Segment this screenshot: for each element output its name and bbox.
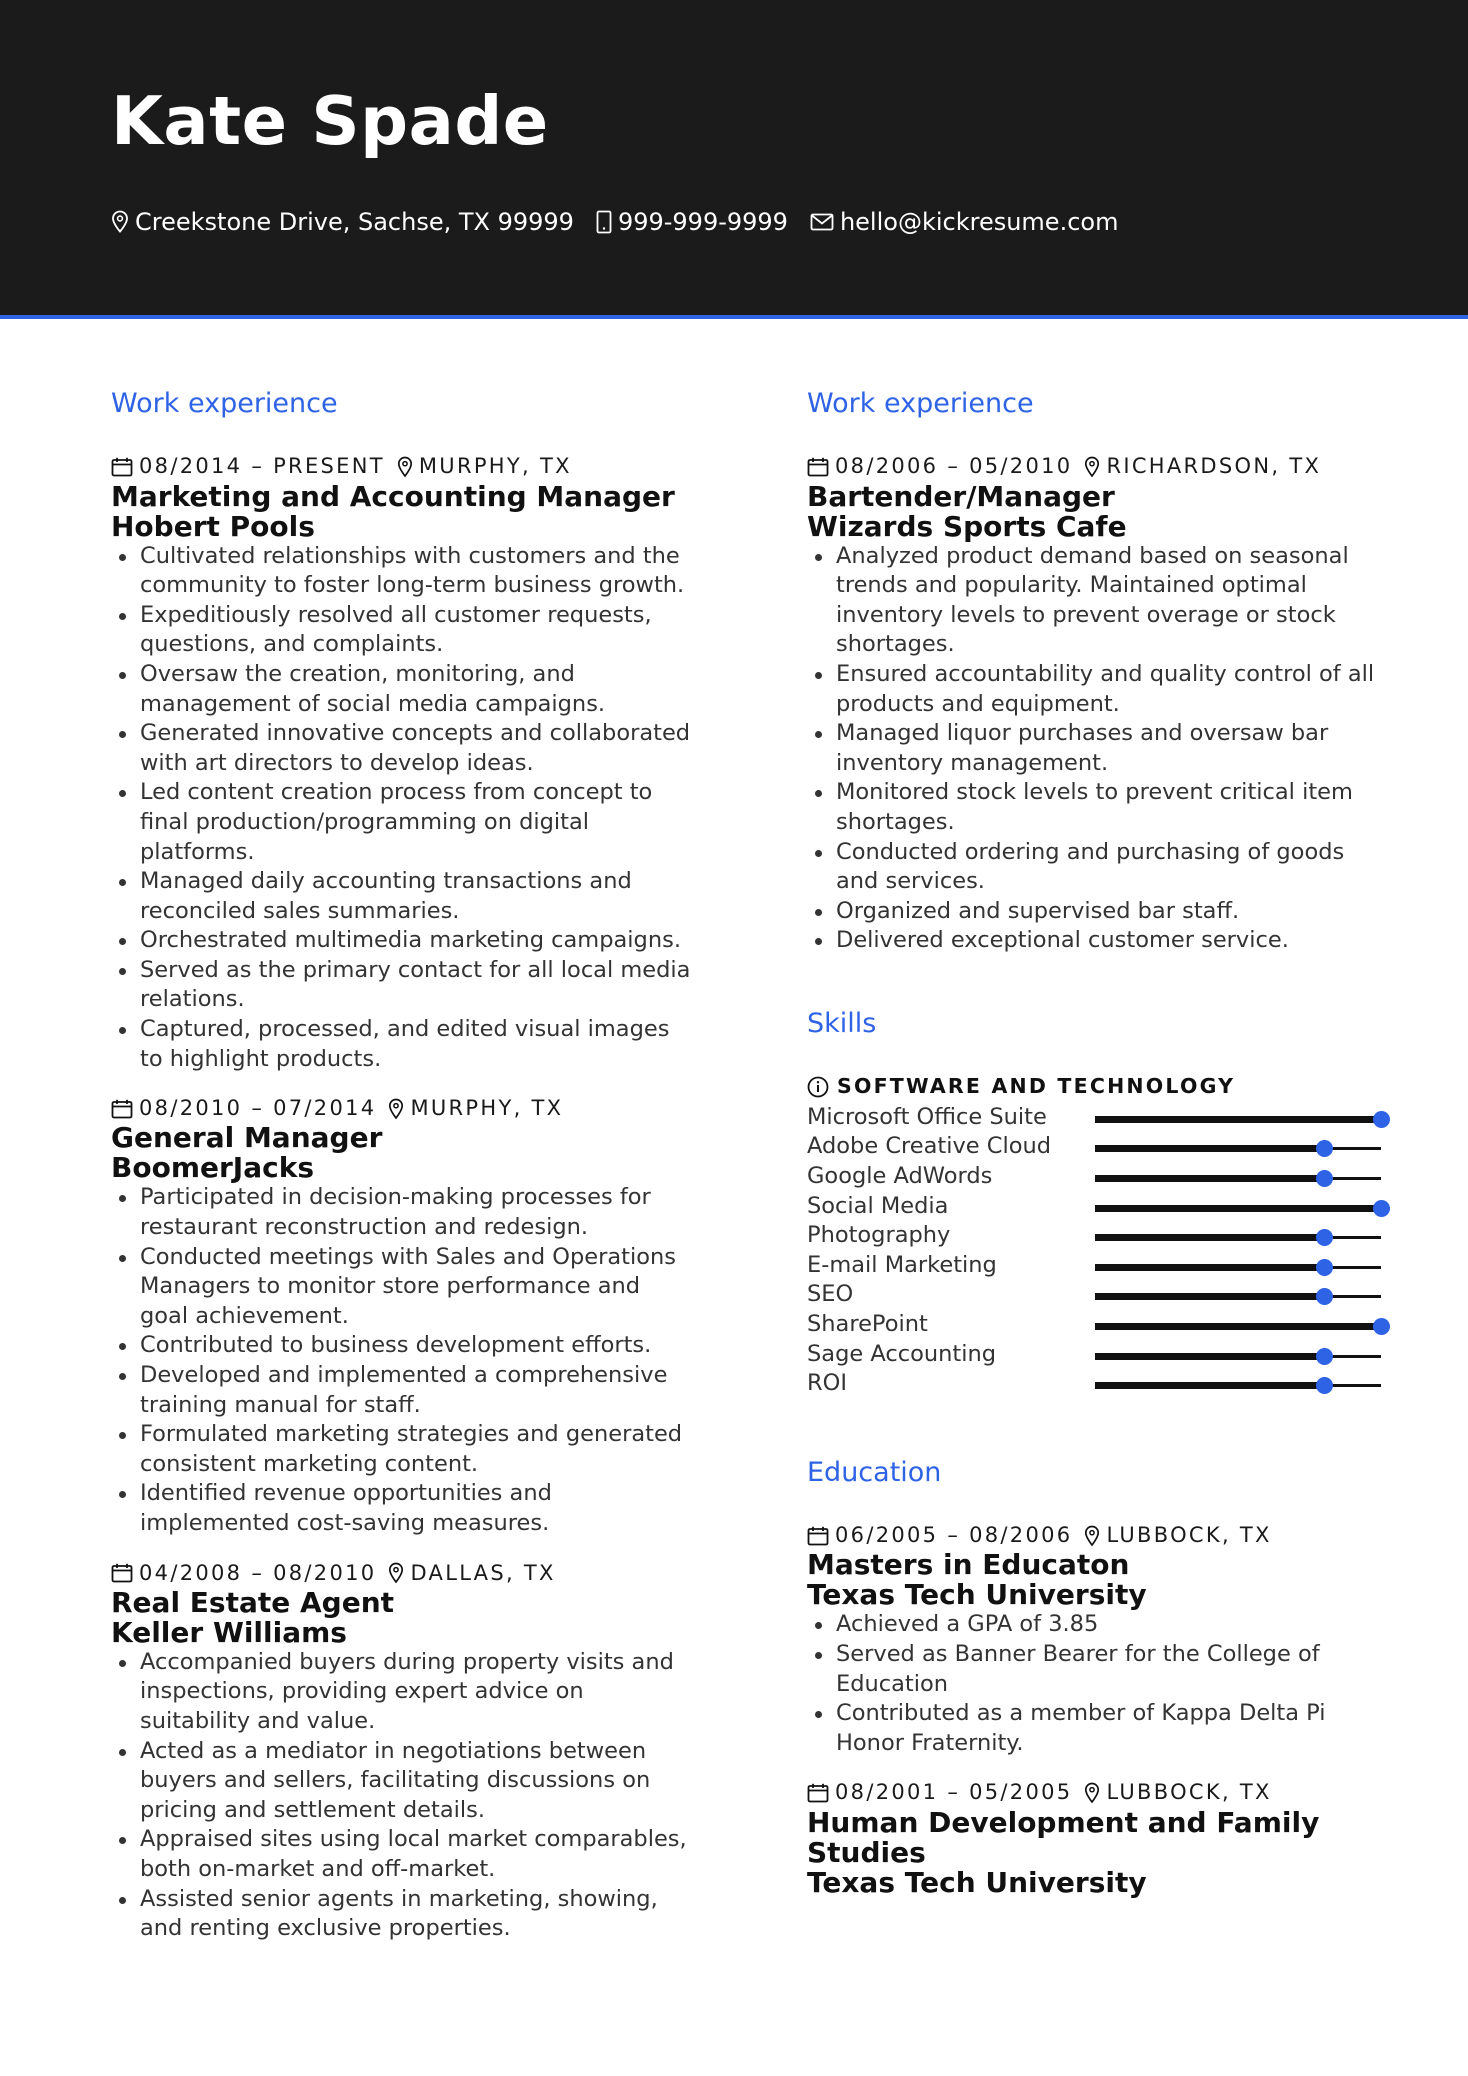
contact-bar <box>111 208 1140 236</box>
bullet-item: Conducted meetings with Sales and Operations Managers to monitor store performance and goal achievement. <box>111 1243 691 1332</box>
skill-level-marker <box>1316 1288 1333 1305</box>
entry-title: Real Estate Agent <box>111 1585 395 1619</box>
entry-location: LUBBOCK, TX <box>1106 1780 1272 1805</box>
bullet-item: Oversaw the creation, monitoring, and management of social media campaigns. <box>111 660 691 719</box>
location-pin-icon <box>397 456 413 478</box>
skills-list <box>807 1103 1387 1399</box>
bullet-list <box>111 1183 691 1538</box>
entry-location: LUBBOCK, TX <box>1106 1523 1272 1548</box>
bullet-item: Contributed to business development efforts. <box>111 1331 691 1361</box>
skill-row <box>807 1162 1387 1192</box>
skill-name: Photography <box>807 1222 951 1249</box>
bullet-item: Assisted senior agents in marketing, showing, and renting exclusive properties. <box>111 1885 691 1944</box>
skill-level-marker <box>1316 1170 1333 1187</box>
bullet-item: Organized and supervised bar staff. <box>807 897 1387 927</box>
job-entry <box>111 1096 691 1538</box>
calendar-icon <box>111 1563 133 1583</box>
skill-level-bar <box>1095 1147 1381 1150</box>
entry-title: Human Development and Family Studies <box>807 1805 1320 1869</box>
calendar-icon <box>807 457 829 477</box>
skill-level-fill <box>1095 1323 1381 1330</box>
entry-title: General Manager <box>111 1121 383 1155</box>
bullet-item: Identified revenue opportunities and implemented cost-saving measures. <box>111 1479 691 1538</box>
skill-level-bar <box>1095 1207 1381 1210</box>
entry-organization: Hobert Pools <box>111 509 315 543</box>
job-entry <box>111 454 691 1074</box>
entry-meta <box>111 1561 691 1586</box>
header-accent-rule <box>0 315 1468 319</box>
skill-name: E-mail Marketing <box>807 1251 997 1278</box>
skill-row <box>807 1251 1387 1281</box>
skill-level-fill <box>1095 1145 1324 1152</box>
bullet-item: Ensured accountability and quality control of all products and equipment. <box>807 660 1387 719</box>
skill-level-marker <box>1316 1259 1333 1276</box>
skill-category <box>807 1074 1387 1099</box>
skill-name: SEO <box>807 1281 854 1308</box>
section-title-education: Education <box>807 1456 942 1488</box>
entry-meta <box>111 454 691 479</box>
bullet-list <box>807 1610 1387 1758</box>
skill-row <box>807 1103 1387 1133</box>
skill-level-fill <box>1095 1293 1324 1300</box>
bullet-item: Served as Banner Bearer for the College of Education <box>807 1640 1387 1699</box>
bullet-item: Served as the primary contact for all local media relations. <box>111 956 691 1015</box>
education-section <box>807 1457 1387 1898</box>
bullet-item: Expeditiously resolved all customer requests, questions, and complaints. <box>111 601 691 660</box>
entry-dates: 08/2010 – 07/2014 <box>139 1096 377 1121</box>
entry-title: Masters in Educaton <box>807 1548 1130 1582</box>
entry-meta <box>807 1780 1387 1805</box>
skill-level-bar <box>1095 1355 1381 1358</box>
entry-location: DALLAS, TX <box>410 1560 556 1585</box>
phone-icon <box>596 210 612 234</box>
skill-level-bar <box>1095 1325 1381 1328</box>
contact-address <box>111 208 574 236</box>
skill-level-bar <box>1095 1177 1381 1180</box>
info-icon <box>807 1076 829 1098</box>
skill-level-bar <box>1095 1236 1381 1239</box>
education-entry <box>807 1523 1387 1758</box>
phone-text: 999-999-9999 <box>617 208 788 236</box>
skill-level-marker <box>1316 1377 1333 1394</box>
entry-title: Bartender/Manager <box>807 479 1115 513</box>
calendar-icon <box>111 1099 133 1119</box>
bullet-item: Accompanied buyers during property visits and inspections, providing expert advice on suitability and value. <box>111 1648 691 1737</box>
bullet-list <box>111 1648 691 1944</box>
bullet-item: Formulated marketing strategies and generated consistent marketing content. <box>111 1420 691 1479</box>
skill-name: Microsoft Office Suite <box>807 1103 1047 1130</box>
bullet-item: Acted as a mediator in negotiations between buyers and sellers, facilitating discussions on pricing and settlement details. <box>111 1737 691 1826</box>
bullet-item: Analyzed product demand based on seasonal trends and popularity. Maintained optimal inventory levels to prevent overage or stock shortages. <box>807 542 1387 660</box>
skill-level-fill <box>1095 1116 1381 1123</box>
bullet-item: Generated innovative concepts and collaborated with art directors to develop ideas. <box>111 719 691 778</box>
skill-row <box>807 1369 1387 1399</box>
skill-level-bar <box>1095 1295 1381 1298</box>
education-list <box>807 1523 1387 1897</box>
skill-name: Sage Accounting <box>807 1340 996 1367</box>
skill-name: Adobe Creative Cloud <box>807 1133 1052 1160</box>
entry-dates: 08/2001 – 05/2005 <box>835 1780 1073 1805</box>
section-title-work-experience-continued: Work experience <box>807 388 1034 419</box>
location-pin-icon <box>1084 456 1100 478</box>
skill-level-fill <box>1095 1205 1381 1212</box>
resume-header <box>0 0 1468 316</box>
entry-meta <box>807 1523 1387 1548</box>
skill-name: ROI <box>807 1370 847 1397</box>
entry-dates: 08/2014 – PRESENT <box>139 454 385 479</box>
entry-dates: 04/2008 – 08/2010 <box>139 1560 377 1585</box>
entry-dates: 06/2005 – 08/2006 <box>835 1523 1073 1548</box>
skill-level-marker <box>1373 1111 1390 1128</box>
bullet-item: Contributed as a member of Kappa Delta Pi Honor Fraternity. <box>807 1699 1387 1758</box>
skill-name: SharePoint <box>807 1311 928 1338</box>
skill-category-label: SOFTWARE AND TECHNOLOGY <box>837 1074 1236 1099</box>
candidate-name: Kate Spade <box>111 82 549 160</box>
skill-level-fill <box>1095 1353 1324 1360</box>
skill-level-marker <box>1316 1348 1333 1365</box>
entry-organization: Wizards Sports Cafe <box>807 509 1127 543</box>
bullet-item: Achieved a GPA of 3.85 <box>807 1610 1387 1640</box>
skill-level-marker <box>1373 1200 1390 1217</box>
location-pin-icon <box>388 1098 404 1120</box>
skill-level-fill <box>1095 1234 1324 1241</box>
bullet-item: Led content creation process from concept to final production/programming on digital platforms. <box>111 778 691 867</box>
entry-meta <box>111 1096 691 1121</box>
contact-phone <box>596 208 788 236</box>
skill-row <box>807 1310 1387 1340</box>
entry-location: MURPHY, TX <box>418 454 572 479</box>
entry-location: MURPHY, TX <box>410 1096 564 1121</box>
left-column <box>111 388 691 1966</box>
bullet-item: Managed liquor purchases and oversaw bar inventory management. <box>807 719 1387 778</box>
address-text: Creekstone Drive, Sachse, TX 99999 <box>135 208 574 236</box>
skill-row <box>807 1280 1387 1310</box>
contact-email[interactable] <box>810 208 1119 236</box>
email-text[interactable]: hello@kickresume.com <box>839 208 1119 236</box>
skill-level-fill <box>1095 1175 1324 1182</box>
entry-organization: BoomerJacks <box>111 1151 314 1185</box>
skill-name: Google AdWords <box>807 1163 993 1190</box>
entry-organization: Texas Tech University <box>807 1578 1147 1612</box>
calendar-icon <box>111 457 133 477</box>
calendar-icon <box>807 1783 829 1803</box>
bullet-list <box>111 542 691 1075</box>
skills-section <box>807 1008 1387 1399</box>
job-entry <box>111 1561 691 1944</box>
bullet-item: Orchestrated multimedia marketing campaigns. <box>111 926 691 956</box>
section-title-work-experience: Work experience <box>111 388 338 419</box>
entry-organization: Keller Williams <box>111 1615 347 1649</box>
skill-level-marker <box>1316 1229 1333 1246</box>
skill-level-bar <box>1095 1384 1381 1387</box>
entry-meta <box>807 454 1387 479</box>
skill-level-fill <box>1095 1264 1324 1271</box>
skill-row <box>807 1340 1387 1370</box>
skill-level-bar <box>1095 1118 1381 1121</box>
skill-row <box>807 1192 1387 1222</box>
calendar-icon <box>807 1526 829 1546</box>
skill-row <box>807 1132 1387 1162</box>
right-job-list <box>807 454 1387 956</box>
location-pin-icon <box>1084 1782 1100 1804</box>
section-title-skills: Skills <box>807 1007 877 1039</box>
skill-name: Social Media <box>807 1192 949 1219</box>
location-pin-icon <box>388 1562 404 1584</box>
job-entry <box>807 454 1387 956</box>
entry-dates: 08/2006 – 05/2010 <box>835 454 1073 479</box>
skill-level-marker <box>1316 1140 1333 1157</box>
bullet-item: Participated in decision-making processes for restaurant reconstruction and redesign. <box>111 1183 691 1242</box>
education-entry <box>807 1780 1387 1897</box>
entry-organization: Texas Tech University <box>807 1865 1147 1899</box>
entry-title: Marketing and Accounting Manager <box>111 479 675 513</box>
bullet-item: Cultivated relationships with customers and the community to foster long-term business growth. <box>111 542 691 601</box>
location-pin-icon <box>1084 1525 1100 1547</box>
bullet-item: Managed daily accounting transactions and reconciled sales summaries. <box>111 867 691 926</box>
location-pin-icon <box>111 210 129 234</box>
bullet-list <box>807 542 1387 956</box>
left-job-list <box>111 454 691 1943</box>
right-column <box>807 388 1387 1920</box>
bullet-item: Developed and implemented a comprehensive training manual for staff. <box>111 1361 691 1420</box>
bullet-item: Appraised sites using local market comparables, both on-market and off-market. <box>111 1825 691 1884</box>
skill-level-fill <box>1095 1382 1324 1389</box>
bullet-item: Captured, processed, and edited visual images to highlight products. <box>111 1015 691 1074</box>
envelope-icon <box>810 212 834 232</box>
bullet-item: Delivered exceptional customer service. <box>807 926 1387 956</box>
skill-level-marker <box>1373 1318 1390 1335</box>
skill-row <box>807 1221 1387 1251</box>
bullet-item: Monitored stock levels to prevent critical item shortages. <box>807 778 1387 837</box>
skill-level-bar <box>1095 1266 1381 1269</box>
bullet-item: Conducted ordering and purchasing of goods and services. <box>807 838 1387 897</box>
entry-location: RICHARDSON, TX <box>1106 454 1322 479</box>
